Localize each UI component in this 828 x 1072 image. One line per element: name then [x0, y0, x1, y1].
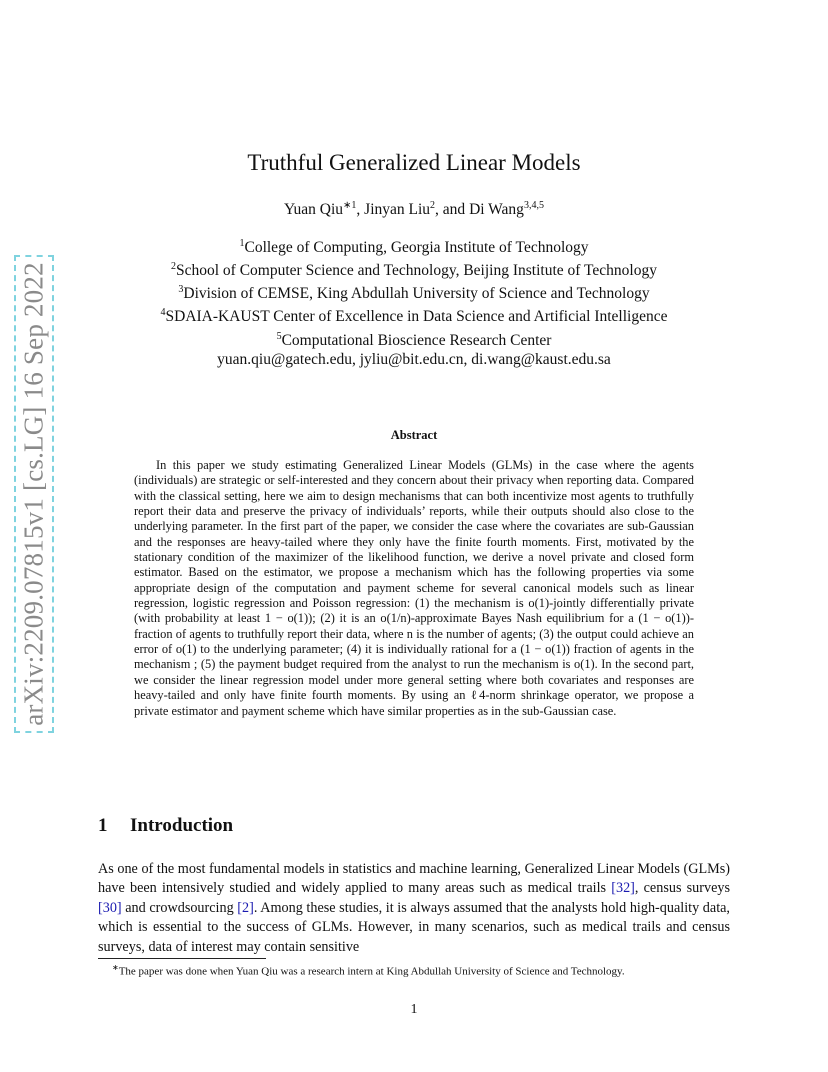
intro-text: and crowdsourcing [121, 899, 238, 916]
intro-text: As one of the most fundamental models in statistics and machine learning, Generalized Linear Models (GLMs) have been intensively studied and widely applied to many areas such as medical trails [98, 861, 730, 897]
citation-link[interactable]: [2] [237, 899, 254, 916]
affiliation [0, 280, 828, 303]
affiliation [0, 303, 828, 326]
author-name: Di Wang [469, 201, 524, 219]
intro-paragraph [98, 860, 730, 957]
author-separator: , [356, 201, 365, 219]
affiliation-text: College of Computing, Georgia Institute of Technology [244, 239, 589, 257]
intro-text: , census surveys [634, 880, 731, 897]
footnote [112, 963, 625, 978]
paper-title: Truthful Generalized Linear Models [247, 150, 581, 175]
affiliation [0, 327, 828, 350]
footnote-mark: ∗ [112, 963, 119, 972]
affiliation-text: SDAIA-KAUST Center of Excellence in Data Science and Artificial Intelligence [165, 308, 668, 326]
abstract-heading: Abstract [390, 428, 438, 442]
affiliation-text: Division of CEMSE, King Abdullah University of Science and Technology [183, 285, 650, 303]
affiliation-mark: 2 [171, 261, 176, 273]
affiliation-mark: 3 [178, 284, 184, 296]
footnote-text: The paper was done when Yuan Qiu was a research intern at King Abdullah University of Science and Technology. [118, 965, 625, 978]
affiliation [0, 234, 828, 257]
affiliation-block [0, 234, 828, 369]
affiliation-mark: 5 [276, 330, 282, 342]
affiliation-mark: 1 [239, 238, 245, 249]
author-mark: 3,4,5 [523, 200, 544, 211]
affiliation-mark: 4 [160, 307, 166, 319]
citation-link[interactable]: [30] [98, 899, 122, 916]
author-mark: ∗1 [343, 200, 357, 211]
arxiv-id: arXiv:2209.07815v1 [cs.LG] 16 Sep 2022 [18, 262, 49, 726]
author-name: Jinyan Liu [364, 201, 431, 219]
author-separator: , and [435, 201, 470, 219]
intro-text: . Among these studies, it is always assumed that the analysts hold high-quality data, which is essential to the success of GLMs. However, in many scenarios, such as medical trails and census surveys, data of interest may contain sensitive [98, 899, 730, 955]
author-name: Yuan Qiu [284, 201, 344, 219]
footnote-rule [98, 958, 266, 959]
affiliation-text: School of Computer Science and Technology, Beijing Institute of Technology [176, 262, 657, 280]
section-title: Introduction [130, 815, 234, 836]
author-emails: yuan.qiu@gatech.edu, jyliu@bit.edu.cn, di.wang@kaust.edu.sa [217, 350, 611, 368]
affiliation-text: Computational Bioscience Research Center [281, 331, 552, 349]
author-list [0, 200, 828, 219]
citation-link[interactable]: [32] [611, 880, 635, 897]
section-number: 1 [98, 815, 108, 836]
author-mark: 2 [430, 200, 436, 211]
section-heading [98, 815, 233, 837]
abstract-text: In this paper we study estimating Generalized Linear Models (GLMs) in the case where the agents (individuals) are strategic or self-interested and they concern about their privacy when reporting data. Compared with the classical setting, here we aim to design mechanisms that can both incentivize most agents to truthfully report their data and preserve the privacy of individuals’ reports, while their outputs should also close to the underlying parameter. In the first part of the paper, we consider the case where the covariates are sub-Gaussian and the responses are heavy-tailed where they only have the finite fourth moments. First, motivated by the stationary condition of the maximizer of the likelihood function, we derive a novel private and closed form estimator. Based on the estimator, we propose a mechanism which has the following properties via some appropriate design of the computation and payment scheme for several canonical models such as linear regression, logistic regression and Poisson regression: (1) the mechanism is o(1)-jointly differentially private (with probability at least 1 − o(1)); (2) it is an o(1/n)-approximate Bayes Nash equilibrium for a (1 − o(1))-fraction of agents to truthfully report their data, where n is the number of agents; (3) the output could achieve an error of o(1) to the underlying parameter; (4) it is individually rational for a (1 − o(1)) fraction of agents in the mechanism ; (5) the payment budget required from the analyst to run the mechanism is o(1). In the second part, we consider the linear regression model under more general setting where both covariates and responses are heavy-tailed and only have finite fourth moments. By using an ℓ4-norm shrinkage operator, we propose a private estimator and payment scheme which have similar properties as in the sub-Gaussian case. [134, 458, 694, 718]
affiliation [0, 257, 828, 280]
page-number: 1 [410, 1002, 418, 1017]
